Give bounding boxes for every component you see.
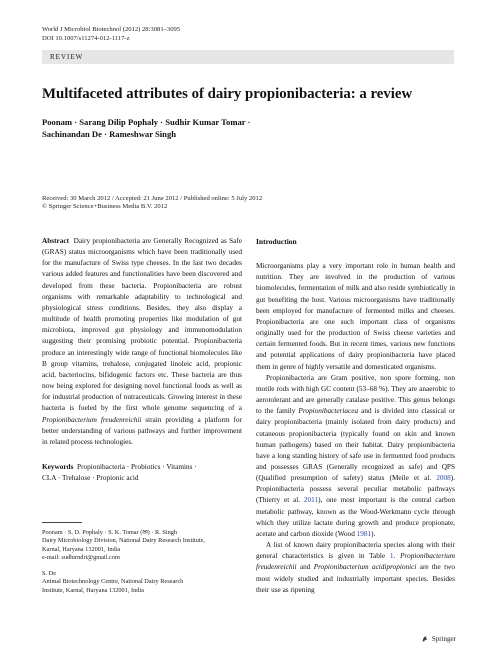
affiliation-dept-1: Dairy Microbiology Division, National Dairy Research Institute, <box>42 537 205 545</box>
intro-p3-text-a: A list of known dairy propionibacteria species along with their general characteristics is given in Table <box>256 541 455 561</box>
intro-p2-text-d: ), one most important is the central carbon metabolic pathway, known as the Wood-Werkmann cycle through which they utilize lactate during growth and produce propionate, acetate and carbon dioxide (Wood <box>256 496 456 538</box>
abstract-column <box>42 236 242 448</box>
copyright-line: © Springer Science+Business Media B.V. 2012 <box>42 203 168 211</box>
abstract-label: Abstract <box>42 237 69 245</box>
article-title: Multifaceted attributes of dairy propionibacteria: a review <box>42 86 413 102</box>
keywords-line-1: Propionibacteria · Probiotics · Vitamins · <box>77 463 197 471</box>
keywords-label: Keywords <box>42 463 74 471</box>
intro-p3-text-b: . <box>393 552 401 561</box>
dates-line: Received: 30 March 2012 / Accepted: 21 June 2012 / Published online: 5 July 2012 <box>42 195 263 202</box>
affiliation-authors-1: Poonam · S. D. Pophaly · S. K. Tomar (✉) · R. Singh <box>42 529 178 536</box>
abstract-species: Propionibacterium freudenreichii <box>42 415 142 424</box>
publication-dates <box>42 195 462 212</box>
intro-p2-text-c: ). Propionibacteria possess several peculiar metabolic pathways (Thierry et al. <box>256 474 455 505</box>
abstract-text-b: strain providing a platform for better understanding of various pathways and further improvement in related process technologies. <box>42 415 242 446</box>
intro-p3-species-2: Propionibacterium acidipropionici <box>313 563 417 572</box>
introduction-heading: Introduction <box>256 237 297 246</box>
publisher-name: Springer <box>431 635 456 643</box>
section-label: REVIEW <box>50 53 84 61</box>
intro-paragraph-1: Microorganisms play a very important role in human health and nutrition. They are involved in the production of various biomolecules, fermentation of milk and also reside symbiotically in gut benefiting the host. Various microorganisms have traditionally been employed for manufacture of fermented milks and cheeses. Propionibacteria are one such important class of organisms originally used for the production of Swiss cheese varieties and certain fermented foods. But in recent times, various new functions and potential applications of dairy propionibacteria have placed them in genre of highly versatile and domesticated organisms. <box>256 262 455 371</box>
keywords-line-2: CLA · Trehalose · Propionic acid <box>42 474 139 482</box>
intro-p2-text-b: and is divided into classical or dairy propionibacteria (mainly isolated from dairy products) and cutaneous propionibacteria (typically found on skin and known human pathogens) based on their habitat. Dairy propionibacteria have a long standing history of safe use in fermented food products and possesses GRAS (Generally recognized as safe) and QPS (Qualified presumption of safety) status (Meile et al. <box>256 407 455 483</box>
affiliation-address-2: Institute, Karnal, Haryana 132001, India <box>42 586 144 594</box>
intro-p2-text-a: Propionibacteria are Gram positive, non spore forming, non motile rods with high GC content (53–68 %). They are anaerobic to aerotolerant and are generally catalase positive. This genus belongs to the family <box>256 373 455 416</box>
author-line-1: Poonam · Sarang Dilip Pophaly · Sudhir Kumar Tomar · <box>42 117 251 127</box>
intro-paragraph-3 <box>256 540 455 596</box>
intro-paragraph-2 <box>256 373 455 540</box>
journal-citation: World J Microbiol Biotechnol (2012) 28:3081–3095 <box>42 26 181 33</box>
publisher-logo <box>421 635 456 643</box>
table-link-1[interactable]: 1 <box>389 552 394 561</box>
affiliation-divider <box>42 522 82 523</box>
citation-link-2008[interactable]: 2008 <box>436 474 451 483</box>
keywords <box>42 462 242 484</box>
corresponding-email[interactable]: e-mail: sudhirndri@gmail.com <box>42 553 120 561</box>
affiliation-address-1: Karnal, Haryana 132001, India <box>42 545 121 553</box>
author-line-2: Sachinandan De · Rameshwar Singh <box>42 129 177 139</box>
intro-p3-text-d: are the two most widely studied and industrially important species. Besides their use as ripening <box>256 563 455 594</box>
springer-horse-icon <box>421 635 429 643</box>
section-label-bar <box>42 50 454 64</box>
affiliation-authors-2: S. De <box>42 570 56 578</box>
author-list <box>42 116 462 140</box>
intro-p2-text-e: ). <box>371 529 376 538</box>
affiliation-dept-2: Animal Biotechnology Centre, National Dairy Research <box>42 578 184 586</box>
abstract <box>42 236 242 448</box>
journal-doi: DOI 10.1007/s11274-012-1117-z <box>42 34 130 42</box>
introduction-column <box>256 236 455 596</box>
citation-link-2011[interactable]: 2011 <box>303 496 319 505</box>
intro-p3-species-1: Propionibacterium freudenreichii <box>256 552 456 572</box>
affiliations <box>42 529 242 595</box>
intro-p2-family: Propionibacteriacea <box>298 407 359 416</box>
journal-header <box>42 26 180 43</box>
abstract-text-a: Dairy propionibacteria are Generally Recognized as Safe (GRAS) status microorganisms which have been traditionally used for the manufacture of Swiss type cheeses. In the last two decades various added features and functionalities have been discovered and developed from these bacteria. Propionibacteria are robust organisms with remarkable adaptability to technological and physiological stress conditions. Besides, they also display a multitude of health promoting properties like modulation of gut microbiota, improved gut physiology and immunomodulation suggesting their promising probiotic potential. Propionibacteria produce an interestingly wide range of functional biomolecules like B group vitamins, trehalose, conjugated linoleic acid, propionic acid, bacteriocins, bifidogenic factors etc. These bacteria are thus now being explored for designing novel functional foods as well as for industrial production of nutraceuticals. Growing interest in these bacteria is fueled by the first whole genome sequencing of a <box>42 237 243 413</box>
citation-link-1981[interactable]: 1981 <box>356 529 372 538</box>
intro-p3-text-c: and <box>296 563 314 572</box>
